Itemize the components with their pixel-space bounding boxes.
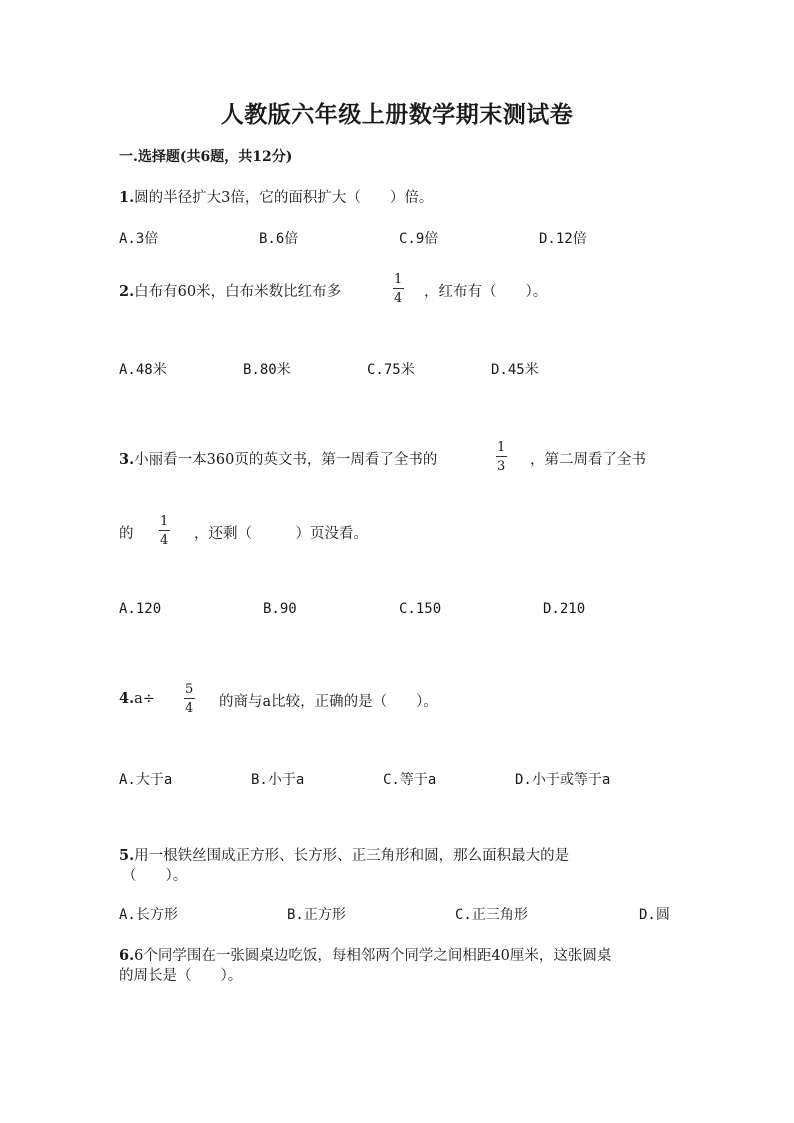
option-d: D.小于或等于a bbox=[515, 772, 611, 788]
question-text-after: 的商与a比较，正确的是（ ）。 bbox=[219, 694, 438, 710]
option-d: D.12倍 bbox=[539, 231, 587, 247]
option-b: B.6倍 bbox=[259, 231, 299, 247]
fraction bbox=[183, 683, 195, 715]
question-text-after: ，红布有（ ）。 bbox=[424, 284, 548, 300]
question-number: 6. bbox=[119, 947, 135, 964]
option-a: A.48米 bbox=[119, 362, 167, 378]
page-title: 人教版六年级上册数学期末测试卷 bbox=[220, 101, 574, 128]
question-text: 6个同学围在一张圆桌边吃饭，每相邻两个同学之间相距40厘米，这张圆桌 bbox=[134, 948, 612, 964]
fraction-denominator: 4 bbox=[160, 533, 169, 548]
question-2-text bbox=[119, 280, 341, 301]
fraction-denominator: 4 bbox=[185, 701, 194, 716]
question-number: 1. bbox=[119, 189, 135, 206]
option-b: B.80米 bbox=[243, 362, 291, 378]
question-3-line2-before: 的 bbox=[119, 526, 134, 542]
question-text: 圆的半径扩大3倍，它的面积扩大（ ）倍。 bbox=[134, 190, 434, 206]
question-number: 2. bbox=[119, 283, 135, 300]
question-6-line2: 的周长是（ ）。 bbox=[119, 968, 243, 984]
option-c: C.正三角形 bbox=[455, 907, 528, 923]
option-a: A.3倍 bbox=[119, 231, 159, 247]
question-3-line2-after: ，还剩（ ）页没看。 bbox=[194, 526, 368, 542]
question-number: 3. bbox=[119, 451, 135, 468]
question-4-text bbox=[119, 690, 155, 707]
question-number: 5. bbox=[119, 847, 135, 864]
option-b: B.90 bbox=[263, 601, 297, 617]
question-text-before: a÷ bbox=[134, 691, 155, 707]
question-text-before: 小丽看一本360页的英文书，第一周看了全书的 bbox=[134, 452, 438, 468]
question-text-after: ，第二周看了全书 bbox=[530, 452, 646, 468]
fraction-numerator: 1 bbox=[394, 272, 403, 287]
fraction-numerator: 1 bbox=[497, 440, 506, 455]
question-text: 用一根铁丝围成正方形、长方形、正三角形和圆，那么面积最大的是 bbox=[134, 848, 570, 864]
fraction-numerator: 1 bbox=[160, 514, 169, 529]
option-c: C.9倍 bbox=[399, 231, 439, 247]
option-a: A.长方形 bbox=[119, 907, 178, 923]
option-a: A.大于a bbox=[119, 772, 173, 788]
fraction-numerator: 5 bbox=[185, 682, 194, 697]
fraction bbox=[495, 441, 507, 473]
fraction-denominator: 3 bbox=[497, 459, 506, 474]
option-d: D.圆 bbox=[639, 907, 670, 923]
option-d: D.45米 bbox=[491, 362, 539, 378]
question-6-text bbox=[119, 944, 611, 965]
option-b: B.小于a bbox=[251, 772, 305, 788]
fraction-denominator: 4 bbox=[394, 291, 403, 306]
question-5-text bbox=[119, 844, 569, 865]
section-heading: 一.选择题(共6题，共12分) bbox=[119, 149, 293, 165]
question-5-line2: （ ）。 bbox=[122, 868, 188, 884]
option-d: D.210 bbox=[543, 601, 586, 617]
question-1 bbox=[119, 186, 433, 207]
fraction bbox=[158, 515, 170, 547]
fraction bbox=[392, 273, 404, 305]
question-number: 4. bbox=[119, 690, 135, 707]
option-b: B.正方形 bbox=[287, 907, 346, 923]
option-c: C.等于a bbox=[383, 772, 437, 788]
option-a: A.120 bbox=[119, 601, 162, 617]
question-3-text bbox=[119, 448, 437, 469]
question-text-before: 白布有60米，白布米数比红布多 bbox=[134, 284, 342, 300]
option-c: C.75米 bbox=[367, 362, 415, 378]
option-c: C.150 bbox=[399, 601, 442, 617]
